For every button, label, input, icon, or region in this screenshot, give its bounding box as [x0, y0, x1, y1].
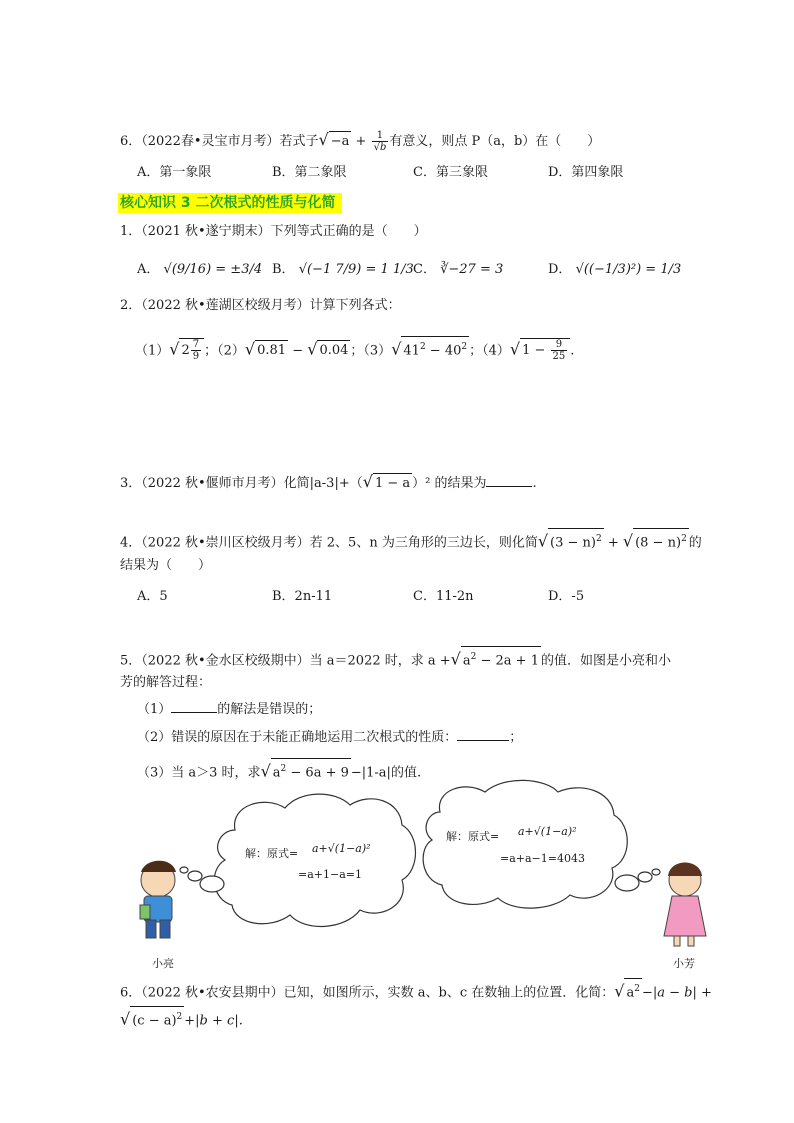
q2-end: .	[570, 343, 575, 359]
q1-option-d-math: √((−1/3)²) = 1/3	[575, 262, 682, 277]
q4-option-c: C．11-2n	[413, 589, 474, 604]
right-cloud-line1: 解：原式=	[446, 830, 500, 843]
q3-radical: 1 − a	[373, 473, 412, 494]
question-3: 3．（2022 秋•偃师市月考）化简|a-3|+（√ 1 − a ）² 的结果为 .	[120, 472, 537, 494]
q2-part-3-label: ；（3）	[350, 343, 392, 359]
question-6-bottom: 6．（2022 秋•农安县期中）已知，如图所示，实数 a、b、c 在数轴上的位置．化简：√ $a^2 -|a - b|$ +	[120, 978, 712, 1003]
q5-suffix: 的值．如图是小亮和小	[540, 653, 671, 669]
q6b-line2: √ $(c - a)^2 +|b + c|$.	[120, 1006, 243, 1031]
q6-option-a: A．第一象限	[137, 165, 212, 180]
question-1: 1．（2021 秋•遂宁期末）下列等式正确的是（ ）	[120, 224, 427, 239]
q5-sub3-pre: （3）当 a＞3 时，求	[137, 765, 261, 781]
q6b-line1-tail: −|a − b| +	[641, 985, 712, 1001]
q4-line2: 结果为（ ）	[120, 558, 212, 573]
q6-option-d: D．第四象限	[548, 165, 624, 180]
q6-option-b: B．第二象限	[272, 165, 347, 180]
q4-suffix: 的	[688, 535, 702, 551]
q2-part-1-expr: 2 $\frac{7}{9}$	[179, 338, 204, 362]
question-4: 4．（2022 秋•崇川区校级月考）若 2、5、n 为三角形的三边长，则化简√ $(3 - n)^2$ + √ $(8 - n)^2$ 的	[120, 528, 702, 553]
q6-radical: −a	[329, 131, 352, 152]
left-cloud-line2: =a+1−a=1	[298, 868, 362, 881]
q4-prefix: 4．（2022 秋•崇川区校级月考）若 2、5、n 为三角形的三边长，则化简	[120, 535, 538, 551]
q1-option-a-math: √(9/16) = ±3/4	[163, 262, 263, 277]
q2-part-2-label: ；（2）	[204, 343, 245, 359]
q4-option-a: A．5	[137, 589, 168, 604]
left-figure-caption: 小亮	[152, 957, 174, 970]
q5-line2: 芳的解答过程：	[120, 675, 212, 690]
q6-plus: +	[351, 134, 371, 149]
question-6-top: 6．（2022春•灵宝市月考）若式子√ −a + $\frac{1}{√b}$ 有意义，则点 P（a，b）在（ ）	[120, 130, 601, 153]
q4-option-d: D．-5	[548, 589, 585, 604]
q1-option-b-math: √(−1 7/9) = 1 1/3	[298, 262, 414, 277]
right-cloud-line2: =a+a−1=4043	[500, 852, 585, 865]
q2-part-1-label: （1）	[135, 343, 170, 359]
q5-sub1-pre: （1）	[137, 702, 172, 717]
q1-option-c-math: ∛−27 = 3	[440, 262, 504, 277]
right-cloud-expr: a+√(1−a)²	[518, 825, 577, 838]
xiaoliang-figure	[140, 861, 176, 938]
right-thought-cloud	[423, 780, 660, 908]
left-cloud-expr: a+√(1−a)²	[312, 842, 371, 855]
q6b-line2-tail: +|b + c|.	[184, 1013, 243, 1029]
q1-option-d-label: D．	[548, 262, 572, 277]
q5-sub1-suffix: 的解法是错误的；	[217, 702, 322, 717]
q6-prefix: 6．（2022春•灵宝市月考）若式子	[120, 134, 319, 149]
q6-frac-den-text: b	[379, 142, 387, 153]
question-5: 5．（2022 秋•金水区校级期中）当 a＝2022 时，求 a +√ $a^2 - 2a + 1$ 的值．如图是小亮和小	[120, 646, 671, 671]
q4-option-b: B．2n-11	[272, 589, 333, 604]
q1-option-b-label: B．	[272, 262, 295, 277]
q2-part-4-label: ；（4）	[469, 343, 510, 359]
q3-end: .	[532, 476, 537, 491]
q3-prefix: 3．（2022 秋•偃师市月考）化简|a-3|+（	[120, 476, 363, 491]
q6b-line1: 6．（2022 秋•农安县期中）已知，如图所示，实数 a、b、c 在数轴上的位置．化简：	[120, 985, 615, 1001]
q1-option-a-label: A．	[137, 262, 160, 277]
q6-option-c: C．第三象限	[413, 165, 488, 180]
q5-sub2-text: （2）错误的原因在于未能正确地运用二次根式的性质：	[137, 730, 458, 745]
q5-prefix: 5．（2022 秋•金水区校级期中）当 a＝2022 时，求 a +	[120, 653, 451, 669]
xiaofang-figure	[664, 863, 706, 947]
question-2: 2．（2022 秋•莲湖区校级月考）计算下列各式：	[120, 298, 401, 313]
q5-sub3-suffix: −|1-a|的值.	[350, 765, 422, 781]
q1-option-c-label: C．	[413, 262, 436, 277]
q5-sub3: （3）当 a＞3 时，求√ $a^2 - 6a + 9 -|1-a|$的值.	[137, 758, 421, 783]
q6-suffix: 有意义，则点 P（a，b）在（ ）	[389, 134, 601, 149]
q6-frac-den: √b	[373, 142, 387, 153]
q3-suffix: ）² 的结果为	[412, 476, 487, 491]
q6-frac-num: 1	[372, 130, 389, 142]
right-figure-caption: 小芳	[673, 957, 695, 970]
section-heading: 核心知识 3 二次根式的性质与化简	[118, 193, 342, 213]
q2-parts: （1）√ 2 $\frac{7}{9}$ ；（2）√ 0.81 − √ 0.04 ；（3）√ $41^2 - 40^2$ ；（4）√ 1 − $\frac{9}{25}$ .	[135, 336, 574, 362]
left-cloud-line1: 解：原式=	[245, 847, 299, 860]
q5-sub2-end: ；	[509, 730, 523, 745]
